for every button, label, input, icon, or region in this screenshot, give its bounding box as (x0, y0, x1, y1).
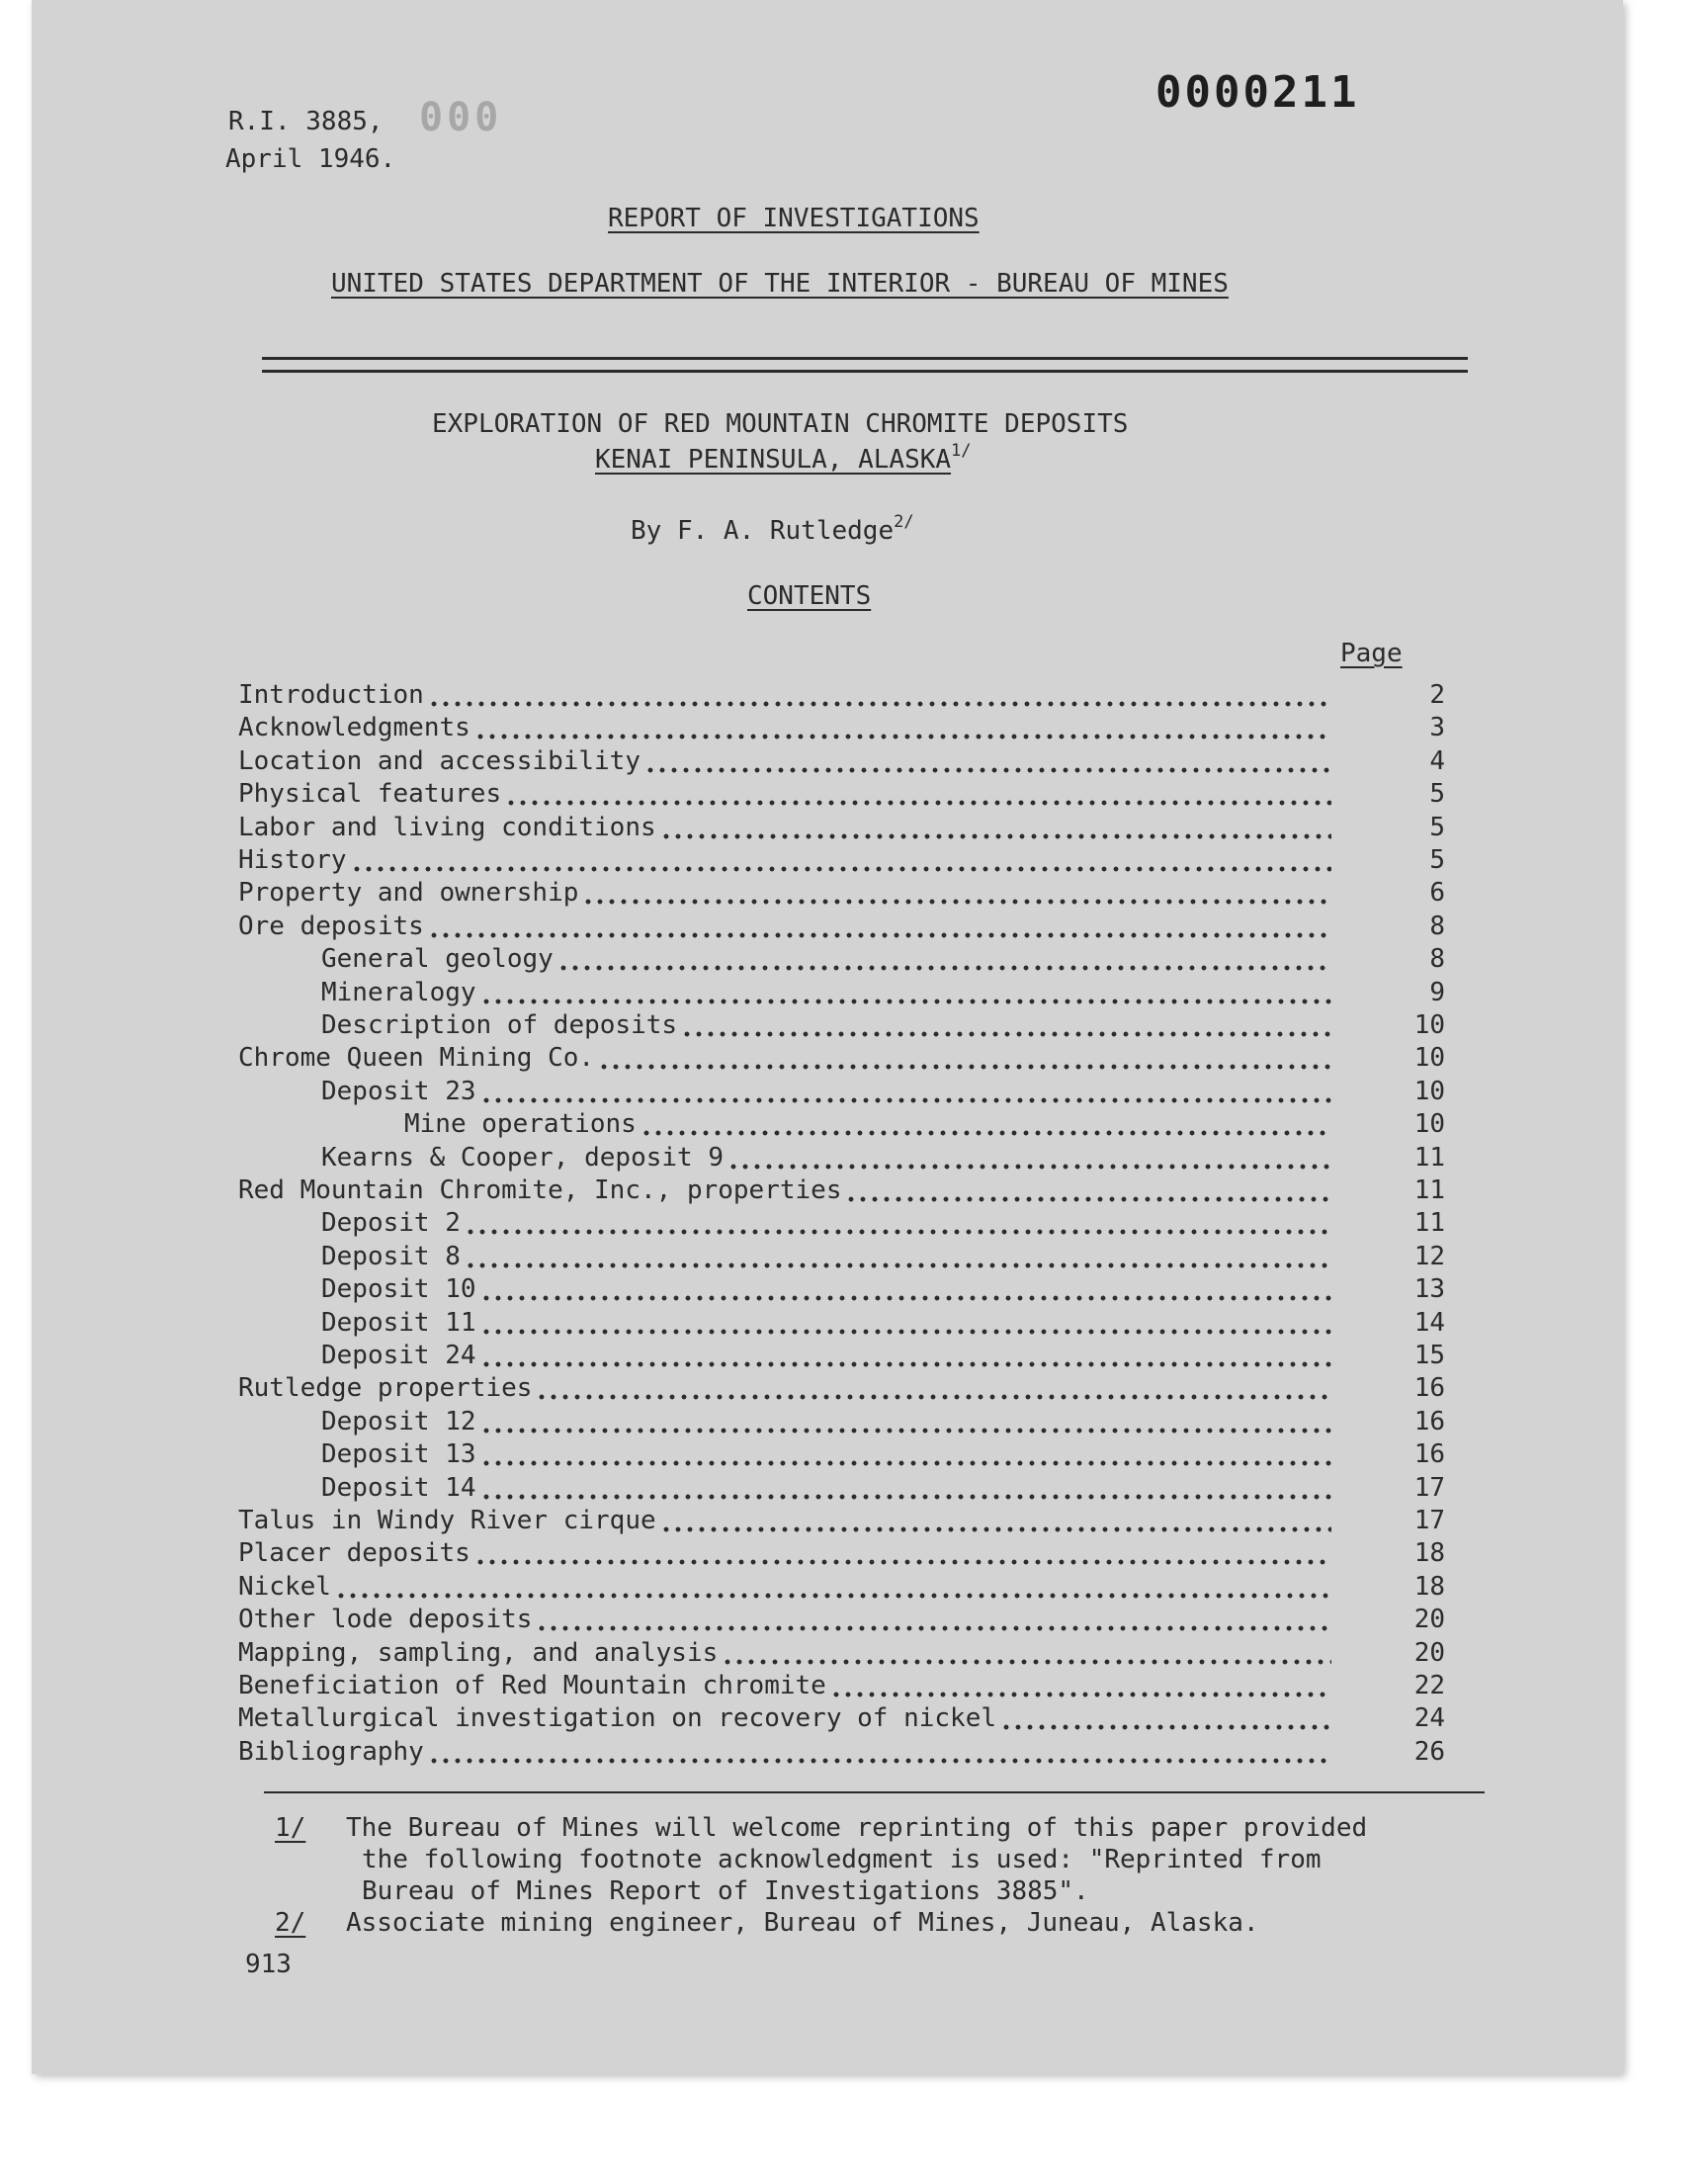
toc-entry (32, 1572, 1455, 1606)
toc-entry-page: 10 (1413, 1010, 1445, 1040)
page-column-heading: Page (1340, 639, 1403, 668)
toc-entry-page: 13 (1413, 1274, 1445, 1305)
toc-dot-leader (474, 734, 1331, 740)
report-date: April 1946. (225, 144, 396, 174)
toc-entry (32, 1737, 1455, 1771)
toc-entry-title: Mapping, sampling, and analysis (238, 1637, 719, 1668)
toc-dot-leader (335, 1593, 1331, 1599)
toc-entry (32, 1077, 1455, 1110)
toc-entry-title: Deposit 10 (321, 1274, 476, 1305)
toc-entry (32, 1242, 1455, 1275)
toc-entry-page: 2 (1429, 680, 1445, 710)
toc-entry-title: Bibliography (238, 1736, 424, 1767)
toc-entry (32, 1506, 1455, 1539)
toc-entry-title: Deposit 13 (321, 1439, 476, 1470)
footnote-text-line: the following footnote acknowledgment is used: "Reprinted from (362, 1845, 1322, 1874)
toc-dot-leader (582, 899, 1331, 905)
toc-entry-page: 20 (1413, 1637, 1445, 1668)
toc-entry (32, 1109, 1455, 1143)
toc-entry-title: Description of deposits (321, 1010, 678, 1040)
toc-dot-leader (474, 1559, 1331, 1565)
toc-entry-page: 18 (1413, 1571, 1445, 1602)
toc-entry-title: Mineralogy (321, 977, 476, 1007)
toc-entry (32, 1703, 1455, 1737)
toc-dot-leader (480, 1329, 1331, 1335)
toc-entry-title: Metallurgical investigation on recovery of nickel (238, 1703, 997, 1734)
title-footnote-reference: 1/ (951, 441, 972, 461)
toc-entry-title: Deposit 11 (321, 1307, 476, 1338)
toc-entry-page: 11 (1413, 1175, 1445, 1205)
toc-entry (32, 878, 1455, 912)
toc-entry (32, 1473, 1455, 1507)
toc-entry (32, 713, 1455, 746)
toc-entry-title: Mine operations (404, 1109, 637, 1140)
toc-dot-leader (845, 1196, 1331, 1202)
toc-entry-title: Property and ownership (238, 878, 579, 909)
toc-entry-title: Placer deposits (238, 1538, 470, 1569)
footnote-text-line: The Bureau of Mines will welcome reprinting of this paper provided (346, 1813, 1368, 1843)
author-name: By F. A. Rutledge (631, 516, 895, 546)
toc-entry-page: 26 (1413, 1736, 1445, 1767)
report-title-line-2-text: KENAI PENINSULA, ALASKA (595, 445, 952, 475)
toc-entry-page: 14 (1413, 1307, 1445, 1338)
toc-entry (32, 680, 1455, 714)
toc-entry (32, 944, 1455, 978)
page-number: 913 (245, 1950, 292, 1979)
toc-entry-page: 18 (1413, 1538, 1445, 1569)
toc-dot-leader (722, 1659, 1331, 1665)
footnote-text-line: Bureau of Mines Report of Investigations 3885". (362, 1876, 1089, 1906)
toc-entry-title: Beneficiation of Red Mountain chromite (238, 1671, 826, 1700)
toc-entry-title: General geology (321, 944, 554, 975)
toc-entry-page: 9 (1429, 977, 1445, 1007)
toc-entry (32, 1143, 1455, 1176)
toc-entry-title: Ore deposits (238, 911, 424, 941)
toc-entry-title: Other lode deposits (238, 1605, 533, 1635)
report-title-line-1: EXPLORATION OF RED MOUNTAIN CHROMITE DEPOSITS (432, 409, 1129, 439)
toc-entry-title: Rutledge properties (238, 1373, 533, 1404)
toc-entry-page: 5 (1429, 779, 1445, 810)
toc-dot-leader (480, 1361, 1331, 1367)
toc-entry-title: Location and accessibility (238, 745, 640, 776)
toc-entry-page: 6 (1429, 878, 1445, 909)
toc-entry-page: 8 (1429, 911, 1445, 941)
series-heading: REPORT OF INVESTIGATIONS (608, 204, 980, 233)
toc-dot-leader (480, 999, 1331, 1004)
toc-dot-leader (598, 1064, 1331, 1070)
toc-dot-leader (480, 1428, 1331, 1434)
toc-entry-page: 15 (1413, 1341, 1445, 1370)
faint-stamp-number: 000 (419, 95, 503, 140)
toc-entry-page: 17 (1413, 1506, 1445, 1535)
toc-entry-page: 5 (1429, 845, 1445, 875)
toc-dot-leader (536, 1394, 1331, 1400)
toc-entry-title: Talus in Windy River cirque (238, 1506, 656, 1535)
toc-entry-title: Deposit 23 (321, 1076, 476, 1106)
toc-entry-page: 10 (1413, 1109, 1445, 1140)
toc-entry (32, 1341, 1455, 1374)
toc-dot-leader (1000, 1724, 1331, 1730)
toc-entry-page: 10 (1413, 1043, 1445, 1074)
toc-entry-title: Deposit 2 (321, 1208, 461, 1239)
report-reference: R.I. 3885, (228, 107, 384, 136)
toc-dot-leader (644, 767, 1331, 773)
toc-entry (32, 1043, 1455, 1077)
toc-dot-leader (660, 833, 1331, 839)
footnote-mark: 2/ (275, 1908, 306, 1938)
toc-entry-page: 12 (1413, 1241, 1445, 1271)
document-stamp-number: 0000211 (1155, 67, 1360, 118)
toc-dot-leader (505, 800, 1331, 806)
toc-entry (32, 1439, 1455, 1473)
toc-entry-page: 22 (1413, 1671, 1445, 1700)
toc-entry-page: 16 (1413, 1373, 1445, 1404)
toc-dot-leader (660, 1526, 1331, 1532)
toc-entry-title: Chrome Queen Mining Co. (238, 1043, 595, 1074)
toc-dot-leader (428, 1758, 1331, 1764)
toc-entry-title: Nickel (238, 1571, 331, 1602)
toc-dot-leader (536, 1625, 1331, 1631)
toc-entry-title: Introduction (238, 680, 424, 710)
report-title-line-2 (595, 441, 972, 475)
toc-dot-leader (465, 1229, 1331, 1235)
toc-entry (32, 978, 1455, 1011)
toc-entry (32, 779, 1455, 813)
toc-entry (32, 1407, 1455, 1440)
toc-dot-leader (830, 1692, 1331, 1697)
contents-heading: CONTENTS (747, 581, 872, 611)
toc-entry-page: 4 (1429, 745, 1445, 776)
toc-dot-leader (681, 1031, 1331, 1037)
header-double-rule (262, 357, 1468, 373)
toc-entry (32, 746, 1455, 780)
toc-entry-title: Red Mountain Chromite, Inc., properties (238, 1175, 842, 1205)
toc-entry-page: 16 (1413, 1439, 1445, 1470)
toc-entry-page: 10 (1413, 1076, 1445, 1106)
toc-entry (32, 1010, 1455, 1044)
toc-entry-title: Physical features (238, 779, 502, 810)
toc-entry-title: Deposit 8 (321, 1241, 461, 1271)
toc-entry-title: Deposit 14 (321, 1472, 476, 1503)
toc-dot-leader (480, 1295, 1331, 1301)
toc-entry-page: 20 (1413, 1605, 1445, 1635)
toc-dot-leader (428, 701, 1331, 707)
toc-dot-leader (480, 1097, 1331, 1103)
toc-entry (32, 912, 1455, 945)
toc-dot-leader (557, 965, 1331, 971)
toc-entry-page: 16 (1413, 1406, 1445, 1436)
toc-entry (32, 813, 1455, 846)
toc-dot-leader (727, 1164, 1331, 1170)
toc-entry-title: History (238, 845, 347, 875)
toc-entry (32, 1605, 1455, 1638)
toc-entry (32, 1208, 1455, 1242)
toc-entry-title: Deposit 24 (321, 1341, 476, 1370)
toc-entry-page: 5 (1429, 812, 1445, 842)
toc-entry-page: 11 (1413, 1142, 1445, 1173)
toc-entry-page: 3 (1429, 713, 1445, 743)
author-line (631, 512, 914, 546)
toc-entry-title: Kearns & Cooper, deposit 9 (321, 1142, 724, 1173)
footnote-mark: 1/ (275, 1813, 306, 1843)
toc-entry (32, 1175, 1455, 1209)
toc-dot-leader (640, 1130, 1331, 1136)
author-footnote-reference: 2/ (894, 512, 914, 532)
toc-dot-leader (465, 1262, 1331, 1268)
footnote-text-line: Associate mining engineer, Bureau of Mines, Juneau, Alaska. (346, 1908, 1259, 1938)
document-page (32, 0, 1623, 2074)
toc-entry (32, 1538, 1455, 1572)
toc-entry-page: 24 (1413, 1703, 1445, 1734)
toc-entry-page: 8 (1429, 944, 1445, 975)
toc-entry (32, 1671, 1455, 1704)
toc-entry-page: 11 (1413, 1208, 1445, 1239)
toc-dot-leader (480, 1494, 1331, 1500)
toc-entry (32, 1274, 1455, 1308)
footnote-rule (264, 1791, 1485, 1793)
department-heading: UNITED STATES DEPARTMENT OF THE INTERIOR - BUREAU OF MINES (331, 269, 1229, 299)
toc-entry-page: 17 (1413, 1472, 1445, 1503)
toc-entry-title: Deposit 12 (321, 1406, 476, 1436)
toc-dot-leader (351, 866, 1331, 872)
toc-entry-title: Acknowledgments (238, 713, 470, 743)
toc-entry-title: Labor and living conditions (238, 812, 656, 842)
toc-entry (32, 1638, 1455, 1672)
toc-dot-leader (428, 932, 1331, 938)
toc-entry (32, 1373, 1455, 1407)
toc-dot-leader (480, 1460, 1331, 1466)
toc-entry (32, 1308, 1455, 1342)
toc-entry (32, 845, 1455, 879)
